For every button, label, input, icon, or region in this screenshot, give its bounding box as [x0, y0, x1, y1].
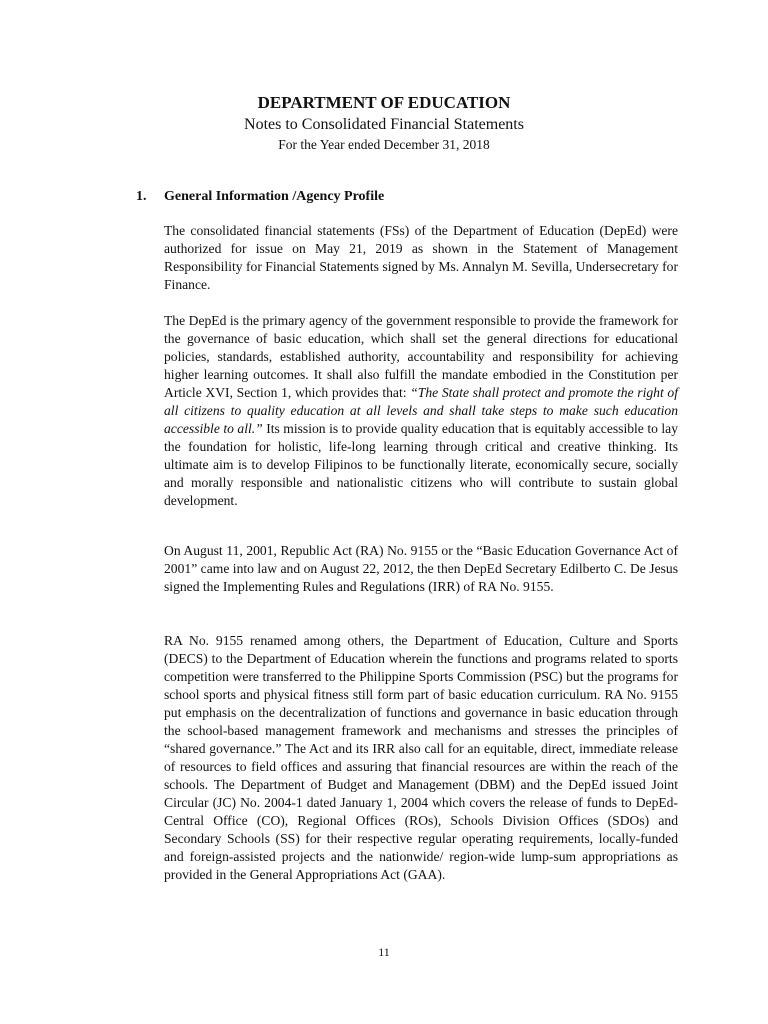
section-number: 1. — [136, 189, 147, 204]
reporting-period: For the Year ended December 31, 2018 — [278, 137, 490, 152]
document-subtitle: Notes to Consolidated Financial Statements — [244, 116, 524, 133]
constitution-quote: “The State shall protect and promote the right of all citizens to quality education at all levels and shall take steps to make such education accessible to all.” — [164, 385, 678, 436]
paragraph-ra-9155-details: RA No. 9155 renamed among others, the Department of Education, Culture and Sports (DECS) to the Department of Education wherein the functions and programs related to sports competition were transferred to the Philippine Sports Commission (PSC) but the programs for school sports and physical fitness still form part of basic education curriculum. RA No. 9155 put emphasis on the decentralization of functions and governance in basic education through the school-based management framework and mechanisms and stresses the principles of “shared governance.” The Act and its IRR also call for an equitable, direct, immediate release of resources to field offices and assuring that financial resources are within the reach of the schools. The Department of Budget and Management (DBM) and the DepEd issued Joint Circular (JC) No. 2004-1 dated January 1, 2004 which covers the release of funds to DepEd-Central Office (CO), Regional Offices (ROs), Schools Division Offices (SDOs) and Secondary Schools (SS) for their respective regular operating requirements, locally-funded and foreign-assisted projects and the nationwide/ region-wide lump-sum appropriations as provided in the General Appropriations Act (GAA). — [164, 633, 678, 882]
document-title: DEPARTMENT OF EDUCATION — [257, 93, 511, 112]
paragraph-financial-statements: The consolidated financial statements (FSs) of the Department of Education (DepEd) were authorized for issue on May 21, 2019 as shown in the Statement of Management Responsibility for Financial Statements signed by Ms. Annalyn M. Sevilla, Undersecretary for Finance. — [164, 223, 678, 292]
page-number: 11 — [378, 945, 390, 959]
paragraph-text: Its mission is to provide quality education that is equitably accessible to lay the foundation for holistic, life-long learning through critical and creative thinking. Its ultimate aim is to develop Filipinos to be functionally literate, economically secure, socially and morally responsible and nationalistic citizens who will contribute to sustain global development. — [164, 421, 678, 508]
paragraph-agency-mandate — [164, 312, 678, 510]
paragraph-republic-act: On August 11, 2001, Republic Act (RA) No. 9155 or the “Basic Education Governance Act of 2001” came into law and on August 22, 2012, the then DepEd Secretary Edilberto C. De Jesus signed the Implementing Rules and Regulations (IRR) of RA No. 9155. — [164, 543, 678, 594]
paragraph-text: The DepEd is the primary agency of the government responsible to provide the framework for the governance of basic education, which shall set the general directions for educational policies, standards, established authority, accountability and responsibility for achieving higher learning outcomes. It shall also fulfill the mandate embodied in the Constitution per Article XVI, Section 1, which provides that: — [164, 313, 678, 400]
section-title: General Information /Agency Profile — [164, 189, 385, 204]
